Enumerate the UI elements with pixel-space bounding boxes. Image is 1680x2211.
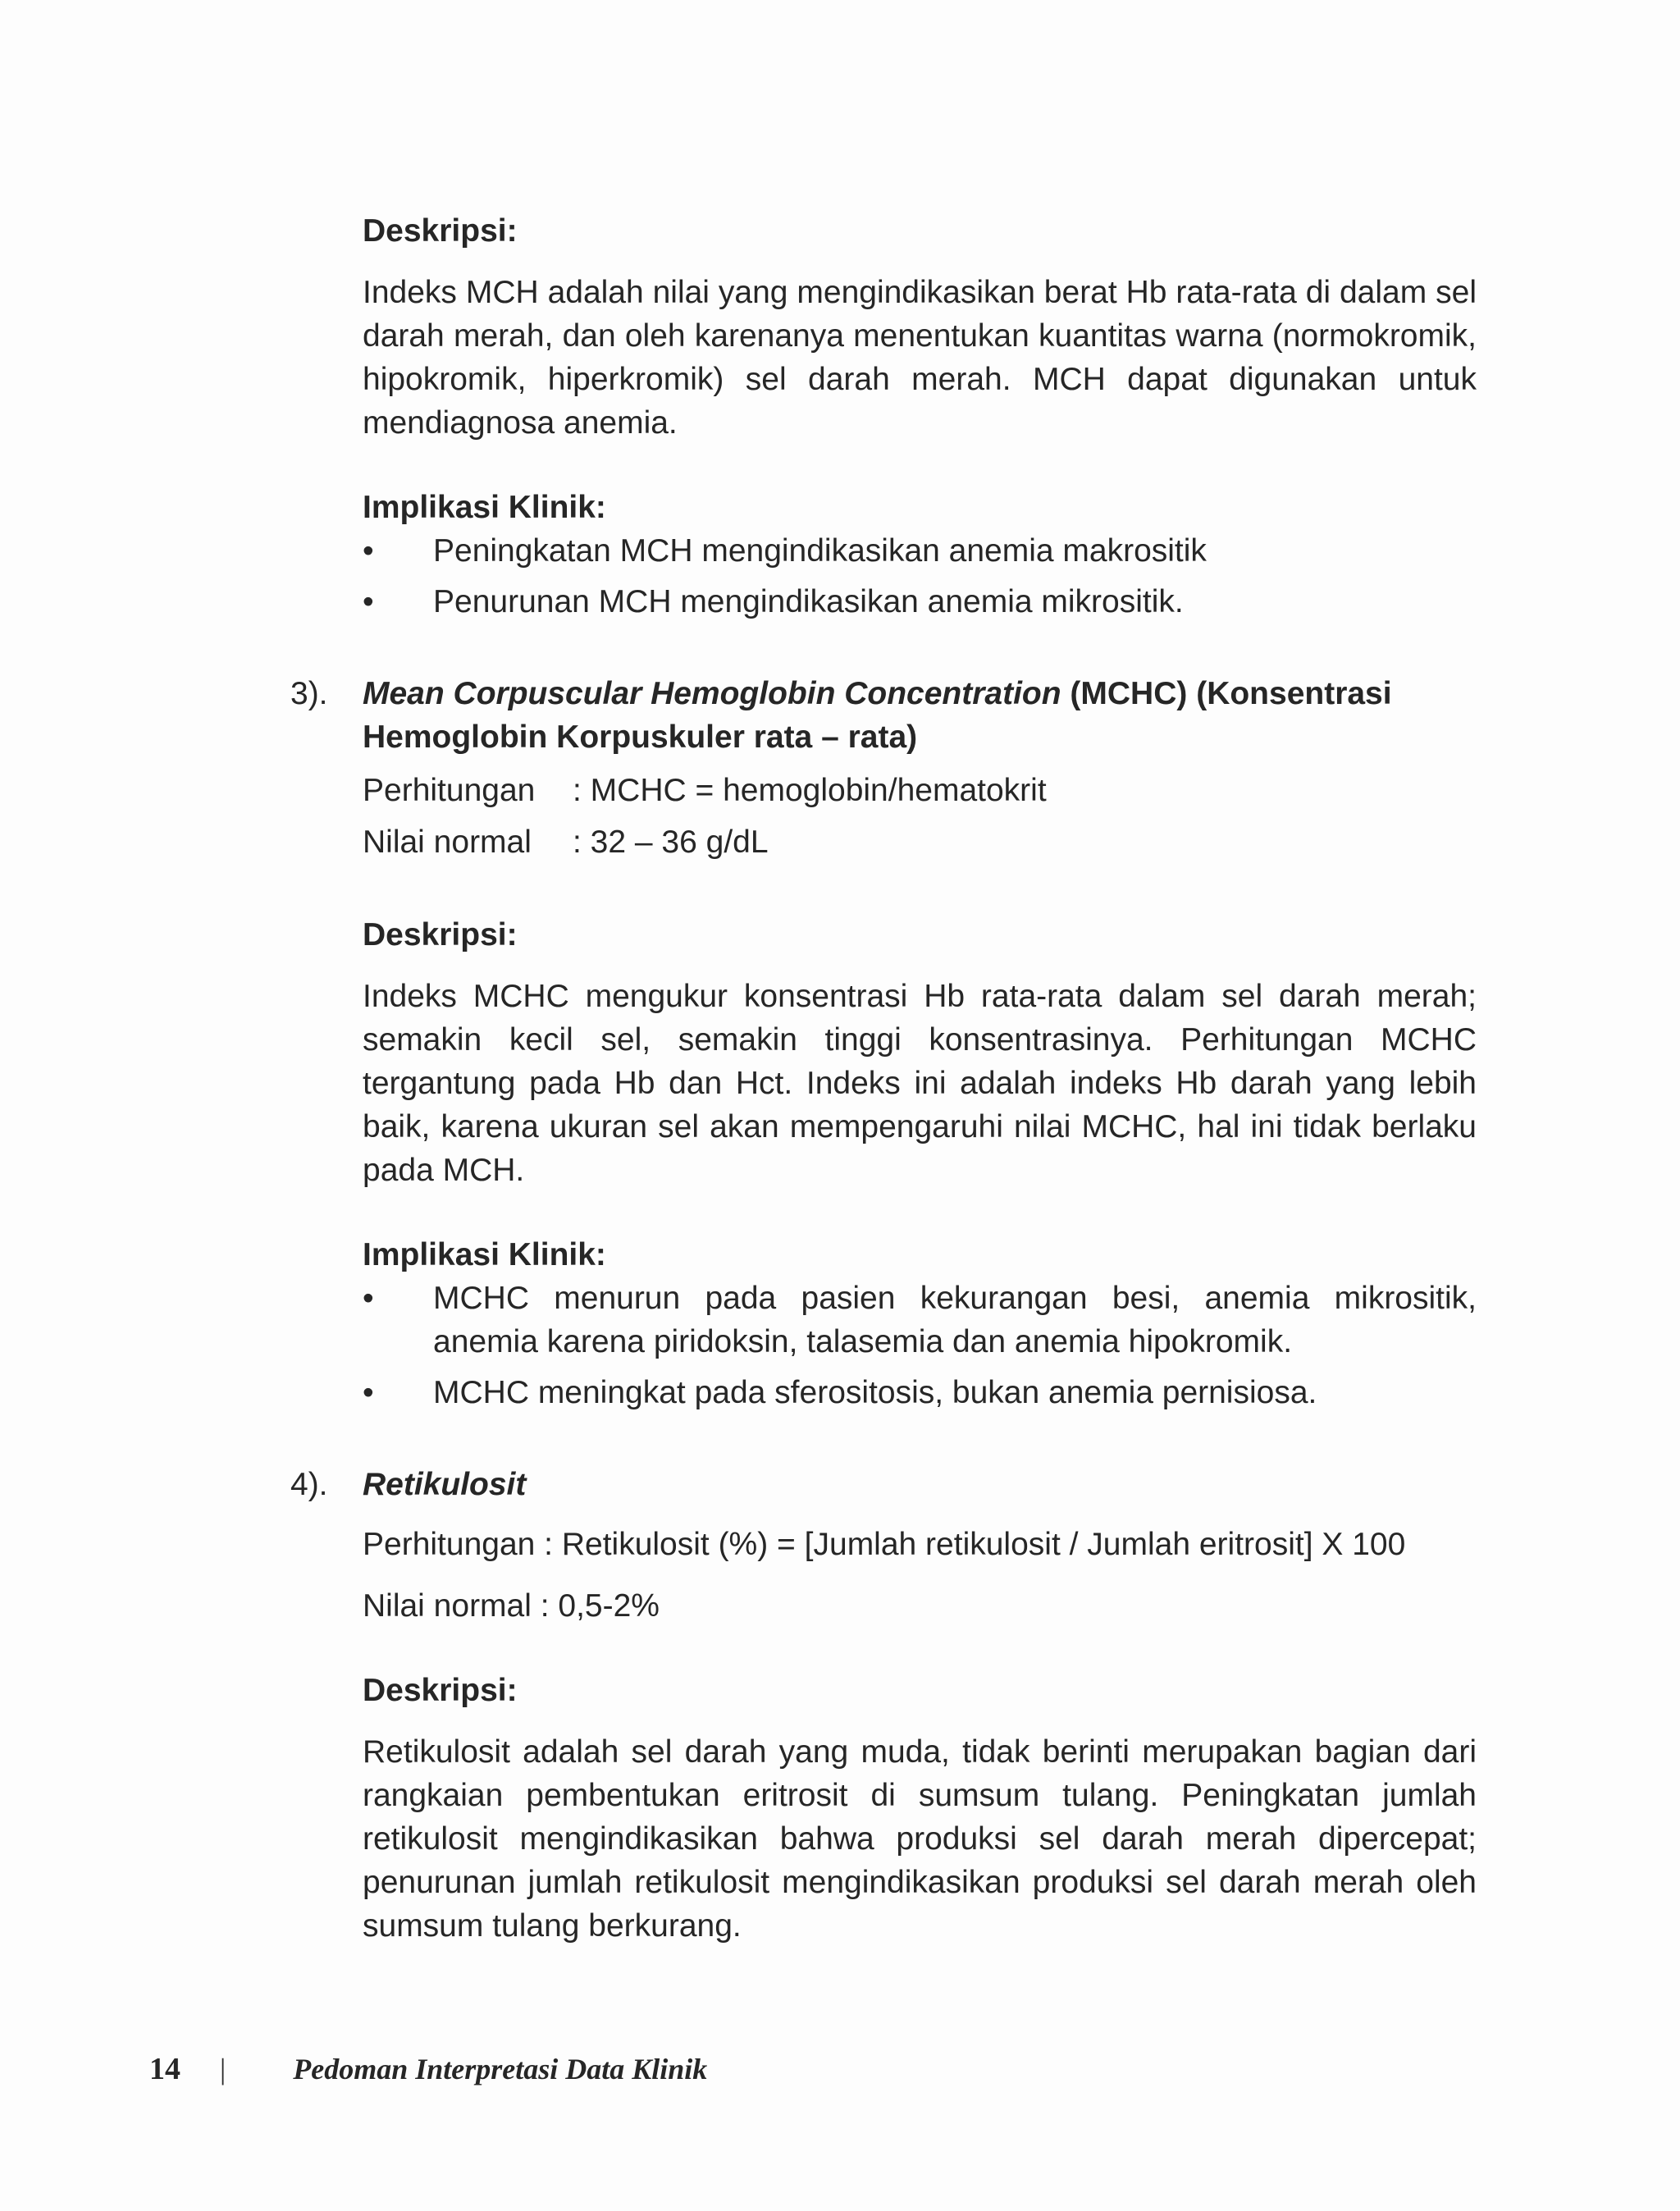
- list-item: [363, 580, 1477, 624]
- page-content: [290, 209, 1477, 1948]
- list-item: [363, 1371, 1477, 1414]
- mch-description-text: Indeks MCH adalah nilai yang mengindikasikan berat Hb rata-rata di dalam sel darah merah, dan oleh karenanya menentukan kuantitas warna (normokromik, hipokromik, hiperkromik) sel darah merah. MCH dapat digunakan untuk mendiagnosa anemia.: [363, 275, 1477, 441]
- bullet-icon: •: [363, 1375, 374, 1410]
- section-title-rest: (MCHC) (Konsentrasi Hemoglobin Korpuskuler rata – rata): [363, 676, 1392, 755]
- normal-value: : 32 – 36 g/dL: [573, 825, 769, 860]
- calc-label: Perhitungan: [363, 773, 536, 808]
- section-retikulosit: [290, 1463, 1477, 1948]
- page-number: 14: [149, 2052, 180, 2086]
- normal-label: Nilai normal: [363, 825, 532, 860]
- list-item-text: MCHC meningkat pada sferositosis, bukan anemia pernisiosa.: [433, 1375, 1317, 1410]
- mchc-description-text: Indeks MCHC mengukur konsentrasi Hb rata-rata dalam sel darah merah; semakin kecil sel, semakin tinggi konsentrasinya. Perhitungan MCHC tergantung pada Hb dan Hct. Indeks ini adalah indeks Hb darah yang lebih baik, karena ukuran sel akan mempengaruhi nilai MCHC, hal ini tidak berlaku pada MCH.: [363, 979, 1477, 1188]
- mchc-implication-list: [363, 1277, 1477, 1414]
- bullet-icon: •: [363, 1281, 374, 1316]
- section-mchc: [290, 672, 1477, 1414]
- footer-separator: |: [220, 2053, 226, 2085]
- bullet-icon: •: [363, 533, 374, 569]
- list-item-text: Peningkatan MCH mengindikasikan anemia makrositik: [433, 533, 1207, 569]
- section-number: 3).: [290, 676, 328, 711]
- list-item: [363, 529, 1477, 573]
- mch-implication-heading: Implikasi Klinik:: [363, 490, 606, 525]
- book-title: Pedoman Interpretasi Data Klinik: [293, 2053, 708, 2085]
- section-title-italic: Retikulosit: [363, 1467, 527, 1502]
- section-title-italic: Mean Corpuscular Hemoglobin Concentration: [363, 676, 1061, 711]
- mchc-description-heading: Deskripsi:: [363, 917, 518, 952]
- section-title: [363, 1463, 1477, 1506]
- calc-value: : MCHC = hemoglobin/hematokrit: [573, 773, 1047, 808]
- mch-description-heading: Deskripsi:: [363, 213, 518, 249]
- mch-implication-list: [363, 529, 1477, 624]
- page-footer: [149, 2051, 707, 2087]
- list-item-text: MCHC menurun pada pasien kekurangan besi, anemia mikrositik, anemia karena piridoksin, talasemia dan anemia hipokromik.: [433, 1281, 1477, 1359]
- section-title: [363, 672, 1477, 759]
- section-number: 4).: [290, 1467, 328, 1502]
- list-item: [363, 1277, 1477, 1364]
- retikulosit-description-heading: Deskripsi:: [363, 1673, 518, 1708]
- mchc-implication-heading: Implikasi Klinik:: [363, 1237, 606, 1272]
- bullet-icon: •: [363, 584, 374, 619]
- list-item-text: Penurunan MCH mengindikasikan anemia mikrositik.: [433, 584, 1184, 619]
- retikulosit-normal-value: Nilai normal : 0,5-2%: [363, 1588, 660, 1624]
- retikulosit-formula: Perhitungan : Retikulosit (%) = [Jumlah retikulosit / Jumlah eritrosit] X 100: [363, 1527, 1406, 1562]
- retikulosit-description-text: Retikulosit adalah sel darah yang muda, tidak berinti merupakan bagian dari rangkaian pembentukan eritrosit di sumsum tulang. Peningkatan jumlah retikulosit mengindikasikan bahwa produksi sel darah merah dipercepat; penurunan jumlah retikulosit mengindikasikan produksi sel darah merah oleh sumsum tulang berkurang.: [363, 1734, 1477, 1944]
- mchc-formula: [363, 769, 1477, 864]
